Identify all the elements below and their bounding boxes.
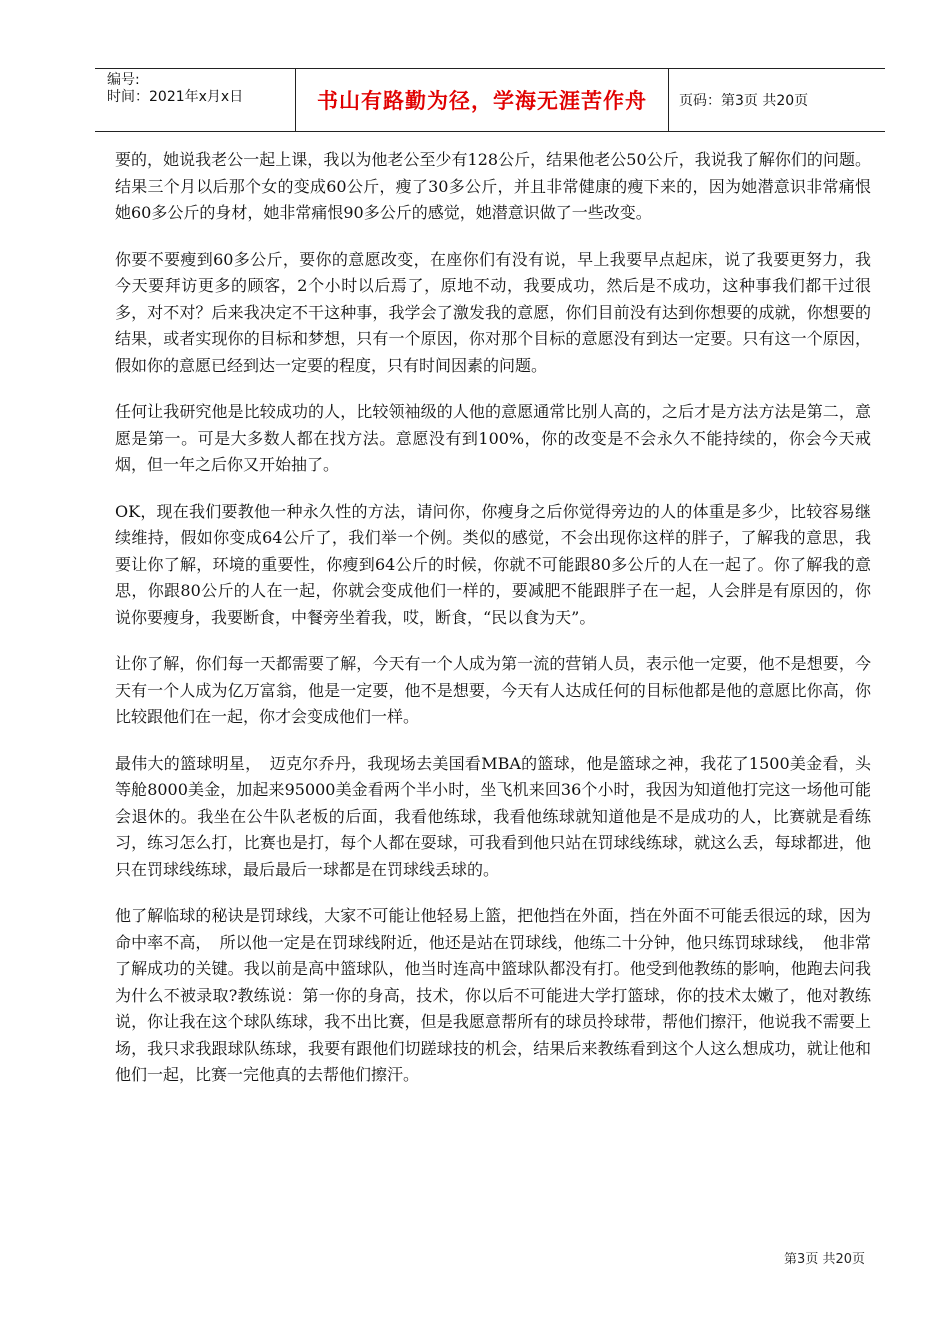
- document-number-label: 编号:: [107, 72, 140, 88]
- paragraph: 他了解临球的秘诀是罚球线，大家不可能让他轻易上篮，把他挡在外面，挡在外面不可能丢很远的球，因为命中率不高， 所以他一定是在罚球线附近，他还是站在罚球线，他练二十分钟，他只练罚球球线， 他非常了解成功的关键。我以前是高中篮球队，他当时连高中篮球队都没有打。他受到他教练的影响，他跑去问我为什么不被录取?教练说：第一你的身高，技术，你以后不可能进大学打篮球，你的技术太嫩了，他对教练说，你让我在这个球队练球，我不出比赛，但是我愿意帮所有的球员拎球带，帮他们擦汗，他说我不需要上场，我只求我跟球队练球，我要有跟他们切蹉球技的机会，结果后来教练看到这个人这么想成功，就让他和他们一起，比赛一完他真的去帮他们擦汗。: [115, 906, 871, 1084]
- document-body: [115, 147, 871, 1109]
- paragraph: OK，现在我们要教他一种永久性的方法，请问你，你瘦身之后你觉得旁边的人的体重是多少，比较容易继续维持，假如你变成64公斤了，我们举一个例。类似的感觉，不会出现你这样的胖子，了解我的意思，我要让你了解，环境的重要性，你瘦到64公斤的时候，你就不可能跟80多公斤的人在一起了。你了解我的意思，你跟80公斤的人在一起，你就会变成他们一样的，要减肥不能跟胖子在一起，人会胖是有原因的，你说你要瘦身，我要断食，中餐旁坐着我，哎，断食，“民以食为天”。: [115, 501, 871, 627]
- paragraph: 你要不要瘦到60多公斤，要你的意愿改变，在座你们有没有说，早上我要早点起床，说了我要更努力，我今天要拜访更多的顾客，2个小时以后焉了，原地不动，我要成功，然后是不成功，这种事我们都干过很多，对不对？后来我决定不干这种事，我学会了激发我的意愿，你们目前没有达到你想要的成就，你想要的结果，或者实现你的目标和梦想，只有一个原因，你对那个目标的意愿没有到达一定要。只有这一个原因，假如你的意愿已经到达一定要的程度，只有时间因素的问题。: [115, 249, 871, 375]
- document-time-label: 时间：2021年x月x日: [107, 89, 244, 105]
- paragraph: 任何让我研究他是比较成功的人，比较领袖级的人他的意愿通常比别人高的，之后才是方法方法是第二，意愿是第一。可是大多数人都在找方法。意愿没有到100%，你的改变是不会永久不能持续的，你会今天戒烟，但一年之后你又开始抽了。: [115, 402, 871, 474]
- page-header: [95, 68, 885, 132]
- page-footer: 第3页 共20页: [784, 1252, 865, 1267]
- paragraph: 要的，她说我老公一起上课，我以为他老公至少有128公斤，结果他老公50公斤，我说我了解你们的问题。结果三个月以后那个女的变成60公斤，瘦了30多公斤，并且非常健康的瘦下来的，因为她潜意识非常痛恨她60多公斤的身材，她非常痛恨90多公斤的感觉，她潜意识做了一些改变。: [115, 150, 871, 222]
- paragraph: 最伟大的篮球明星， 迈克尔乔丹，我现场去美国看MBA的篮球，他是篮球之神，我花了1500美金看，头等舱8000美金，加起来95000美金看两个半小时，坐飞机来回36个小时，我因为知道他打完这一场他可能会退休的。我坐在公牛队老板的后面，我看他练球，我看他练球就知道他是不是成功的人，比赛就是看练习，练习怎么打，比赛也是打，每个人都在耍球，可我看到他只站在罚球线练球，就这么丢，每球都进，他只在罚球线练球，最后最后一球都是在罚球线丢球的。: [115, 753, 871, 879]
- paragraph: 让你了解，你们每一天都需要了解，今天有一个人成为第一流的营销人员，表示他一定要，他不是想要，今天有一个人成为亿万富翁，他是一定要，他不是想要，今天有人达成任何的目标他都是他的意愿比你高，你比较跟他们在一起，你才会变成他们一样。: [115, 654, 871, 726]
- header-page-number: 页码：第3页 共20页: [679, 93, 809, 109]
- header-meta: [95, 69, 295, 131]
- header-motto: 书山有路勤为径，学海无涯苦作舟: [295, 69, 669, 131]
